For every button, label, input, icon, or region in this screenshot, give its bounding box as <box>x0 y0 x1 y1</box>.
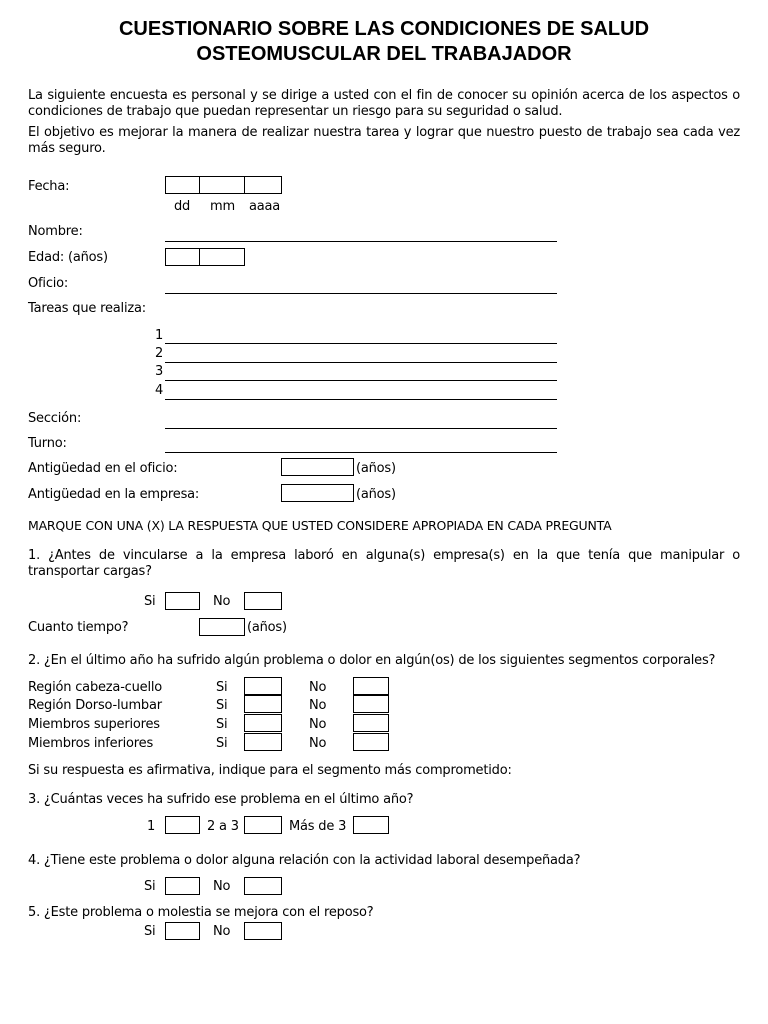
oficio-field[interactable] <box>165 293 557 294</box>
q2-row-label: Miembros inferiores <box>28 736 154 751</box>
q5-no-label: No <box>213 924 231 939</box>
q3-opt1-label: 1 <box>147 819 156 834</box>
fecha-aaaa-box[interactable] <box>244 176 282 194</box>
q4-no-box[interactable] <box>244 877 282 895</box>
q2-row-no-label: No <box>309 717 327 732</box>
antiguedad-oficio-box[interactable] <box>281 458 354 476</box>
q2-row-no-box[interactable] <box>353 714 389 732</box>
q1-text: 1. ¿Antes de vincularse a la empresa laboró en alguna(s) empresa(s) en la que tenía que manipular o transportar cargas? <box>28 548 740 579</box>
task-number-4: 4 <box>155 383 164 398</box>
seccion-field[interactable] <box>165 428 557 429</box>
q2-row-no-box[interactable] <box>353 677 389 695</box>
q2-row-si-label: Si <box>216 680 228 695</box>
q5-text: 5. ¿Este problema o molestia se mejora con el reposo? <box>28 905 374 920</box>
fecha-label: Fecha: <box>28 179 70 194</box>
q1-tiempo-label: Cuanto tiempo? <box>28 620 129 635</box>
task-field-2[interactable] <box>165 362 557 363</box>
q1-si-label: Si <box>144 594 156 609</box>
q1-no-box[interactable] <box>244 592 282 610</box>
antiguedad-empresa-box[interactable] <box>281 484 354 502</box>
q2-row-si-box[interactable] <box>244 714 282 732</box>
antiguedad-oficio-label: Antigüedad en el oficio: <box>28 461 178 476</box>
q2-row-label: Miembros superiores <box>28 717 160 732</box>
turno-label: Turno: <box>28 436 67 451</box>
nombre-label: Nombre: <box>28 224 83 239</box>
q5-si-label: Si <box>144 924 156 939</box>
q2-row-no-label: No <box>309 698 327 713</box>
instruction: MARQUE CON UNA (X) LA RESPUESTA QUE USTED CONSIDERE APROPIADA EN CADA PREGUNTA <box>28 518 612 533</box>
q1-si-box[interactable] <box>165 592 200 610</box>
edad-box-2[interactable] <box>199 248 245 266</box>
fecha-mm-box[interactable] <box>199 176 245 194</box>
tareas-label: Tareas que realiza: <box>28 301 146 316</box>
q2-row-no-label: No <box>309 680 327 695</box>
fecha-mm-label: mm <box>210 199 235 214</box>
q3-opt2-label: 2 a 3 <box>207 819 239 834</box>
antiguedad-empresa-label: Antigüedad en la empresa: <box>28 487 200 502</box>
q3-opt2-box[interactable] <box>244 816 282 834</box>
nombre-field[interactable] <box>165 241 557 242</box>
fecha-aaaa-label: aaaa <box>249 199 281 214</box>
q2-row-label: Región Dorso-lumbar <box>28 698 162 713</box>
turno-field[interactable] <box>165 452 557 453</box>
edad-box-1[interactable] <box>165 248 200 266</box>
intro-paragraph-1: La siguiente encuesta es personal y se dirige a usted con el fin de conocer su opinión acerca de los aspectos o condiciones de trabajo que puedan representar un riesgo para su seguridad o salud. <box>28 88 740 119</box>
q2-row-si-box[interactable] <box>244 695 282 713</box>
q2-text: 2. ¿En el último año ha sufrido algún problema o dolor en algún(os) de los siguientes segmentos corporales? <box>28 653 716 668</box>
q2-row-si-label: Si <box>216 717 228 732</box>
oficio-label: Oficio: <box>28 276 69 291</box>
q1-tiempo-unit: (años) <box>247 620 287 635</box>
fecha-dd-label: dd <box>174 199 191 214</box>
q4-text: 4. ¿Tiene este problema o dolor alguna relación con la actividad laboral desempeñada? <box>28 853 581 868</box>
edad-label: Edad: (años) <box>28 250 108 265</box>
task-number-2: 2 <box>155 346 164 361</box>
intro-paragraph-2: El objetivo es mejorar la manera de realizar nuestra tarea y lograr que nuestro puesto de trabajo sea cada vez más seguro. <box>28 125 740 156</box>
q4-no-label: No <box>213 879 231 894</box>
q3-text: 3. ¿Cuántas veces ha sufrido ese problema en el último año? <box>28 792 414 807</box>
q4-si-label: Si <box>144 879 156 894</box>
title-line-2: OSTEOMUSCULAR DEL TRABAJADOR <box>196 43 572 65</box>
antiguedad-empresa-unit: (años) <box>356 487 396 502</box>
antiguedad-oficio-unit: (años) <box>356 461 396 476</box>
q5-no-box[interactable] <box>244 922 282 940</box>
q5-si-box[interactable] <box>165 922 200 940</box>
q2-row-si-label: Si <box>216 736 228 751</box>
q2-row-no-box[interactable] <box>353 733 389 751</box>
q2-row-si-box[interactable] <box>244 677 282 695</box>
q2-row-label: Región cabeza-cuello <box>28 680 163 695</box>
q1-no-label: No <box>213 594 231 609</box>
task-field-4[interactable] <box>165 399 557 400</box>
task-field-3[interactable] <box>165 380 557 381</box>
task-number-3: 3 <box>155 364 164 379</box>
q4-si-box[interactable] <box>165 877 200 895</box>
q2-row-si-label: Si <box>216 698 228 713</box>
q2-row-no-label: No <box>309 736 327 751</box>
q2-followup: Si su respuesta es afirmativa, indique para el segmento más comprometido: <box>28 763 512 778</box>
q3-opt3-box[interactable] <box>353 816 389 834</box>
title-line-1: CUESTIONARIO SOBRE LAS CONDICIONES DE SALUD <box>118 18 650 40</box>
seccion-label: Sección: <box>28 411 82 426</box>
task-number-1: 1 <box>155 328 164 343</box>
q3-opt1-box[interactable] <box>165 816 200 834</box>
fecha-dd-box[interactable] <box>165 176 200 194</box>
q3-opt3-label: Más de 3 <box>289 819 347 834</box>
q2-row-si-box[interactable] <box>244 733 282 751</box>
q2-row-no-box[interactable] <box>353 695 389 713</box>
task-field-1[interactable] <box>165 343 557 344</box>
q1-tiempo-box[interactable] <box>199 618 245 636</box>
